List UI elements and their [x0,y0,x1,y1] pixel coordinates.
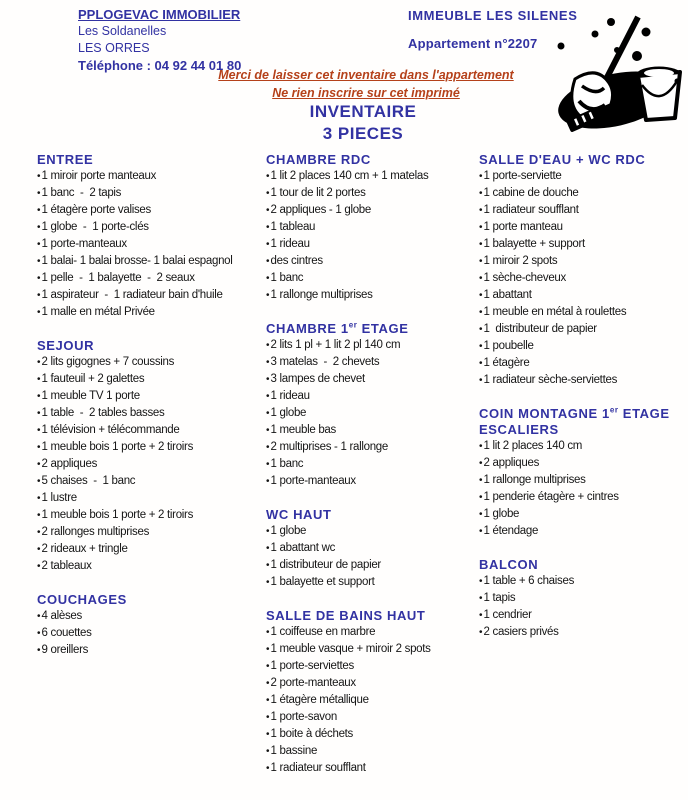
section-heading [479,152,683,168]
bullet-icon: • [37,544,41,555]
inventory-item [266,371,474,388]
bullet-icon: • [37,408,41,419]
bullet-icon: • [266,695,270,706]
bullet-icon: • [266,340,270,351]
item-text: 1 globe - 1 porte-clés [41,221,149,233]
item-text: 2 appliques [483,457,540,469]
item-text: 1 radiateur sèche-serviettes [483,374,618,386]
bullet-icon: • [266,678,270,689]
apartment-number: Appartement n°2207 [408,36,538,51]
section-heading-line: COIN MONTAGNE 1er ETAGE [479,405,670,421]
bullet-icon: • [266,729,270,740]
bullet-icon: • [479,256,483,267]
bullet-icon: • [37,611,41,622]
inventory-item [37,507,257,524]
inventory-item [479,455,683,472]
bullet-icon: • [479,593,483,604]
inventory-item [479,590,683,607]
inventory-item [479,270,683,287]
inventory-section [479,557,683,641]
bullet-icon: • [37,510,41,521]
bullet-icon: • [479,222,483,233]
inventory-item [37,456,257,473]
inventory-item [266,202,474,219]
item-text: 1 lit 2 places 140 cm [483,440,583,452]
bullet-icon: • [37,459,41,470]
bullet-icon: • [479,627,483,638]
bullet-icon: • [479,324,483,335]
section-heading [479,557,683,573]
inventory-item [266,675,474,692]
item-text: 1 meuble bois 1 porte + 2 tiroirs [41,509,194,521]
bullet-icon: • [266,627,270,638]
inventory-item [479,338,683,355]
item-text: 1 bassine [270,745,318,757]
item-text: 1 table - 2 tables basses [41,407,165,419]
section-heading [37,338,257,354]
bullet-icon: • [266,205,270,216]
inventory-section [37,338,257,575]
item-text: 2 rideaux + tringle [41,543,128,555]
inventory-item [37,625,257,642]
inventory-item [266,473,474,490]
bullet-icon: • [479,290,483,301]
inventory-item [266,641,474,658]
section-heading [266,321,474,337]
item-text: 2 rallonges multiprises [41,526,150,538]
bullet-icon: • [266,746,270,757]
bullet-icon: • [266,357,270,368]
inventory-column-3 [479,152,683,641]
item-text: 1 meuble bas [270,424,336,436]
bullet-icon: • [479,492,483,503]
inventory-column-1 [37,152,257,659]
section-heading-line: SEJOUR [37,338,95,353]
bullet-icon: • [479,358,483,369]
item-text: 1 rideau [270,390,310,402]
bullet-icon: • [479,576,483,587]
item-text: 1 miroir 2 spots [483,255,558,267]
inventory-item [37,185,257,202]
bullet-icon: • [37,628,41,639]
item-text: 1 étagère métallique [270,694,369,706]
bullet-icon: • [37,561,41,572]
item-text: 1 meuble en métal à roulettes [483,306,627,318]
inventory-item [266,658,474,675]
bullet-icon: • [266,256,270,267]
section-heading-line: CHAMBRE 1er ETAGE [266,320,409,336]
item-text: 2 appliques [41,458,98,470]
inventory-item [266,743,474,760]
bullet-icon: • [266,171,270,182]
item-text: 1 pelle - 1 balayette - 2 seaux [41,272,195,284]
bullet-icon: • [37,645,41,656]
item-text: des cintres [270,255,323,267]
bullet-icon: • [266,442,270,453]
inventory-section [266,608,474,777]
item-text: 1 distributeur de papier [483,323,597,335]
item-text: 1 banc [270,272,304,284]
item-text: 1 lustre [41,492,77,504]
inventory-item [266,523,474,540]
item-text: 1 balayette + support [483,238,585,250]
item-text: 1 meuble vasque + miroir 2 spots [270,643,431,655]
inventory-item [37,439,257,456]
item-text: 1 banc [270,458,304,470]
bullet-icon: • [479,171,483,182]
item-text: 1 meuble bois 1 porte + 2 tiroirs [41,441,194,453]
bullet-icon: • [37,290,41,301]
item-text: 4 alèses [41,610,82,622]
bullet-icon: • [266,577,270,588]
inventory-item [266,236,474,253]
item-text: 1 tapis [483,592,516,604]
inventory-item [479,607,683,624]
bullet-icon: • [479,341,483,352]
bullet-icon: • [37,205,41,216]
inventory-item [37,608,257,625]
section-heading-line: ESCALIERS [479,422,559,437]
bullet-icon: • [37,222,41,233]
item-text: 1 penderie étagère + cintres [483,491,619,503]
bullet-icon: • [266,239,270,250]
item-text: 1 étagère [483,357,530,369]
building-name: IMMEUBLE LES SILENES [408,8,578,23]
item-text: 1 étendage [483,525,539,537]
bullet-icon: • [479,610,483,621]
inventory-column-2 [266,152,474,777]
item-text: 1 coiffeuse en marbre [270,626,376,638]
bullet-icon: • [37,307,41,318]
item-text: 9 oreillers [41,644,89,656]
inventory-item [37,168,257,185]
inventory-item [37,253,257,270]
inventory-section [266,152,474,304]
inventory-item [266,760,474,777]
section-heading-line: CHAMBRE RDC [266,152,371,167]
item-text: 1 fauteuil + 2 galettes [41,373,145,385]
inventory-item [37,541,257,558]
inventory-item [479,355,683,372]
bullet-icon: • [37,476,41,487]
bullet-icon: • [266,408,270,419]
inventory-item [37,202,257,219]
bullet-icon: • [266,526,270,537]
inventory-item [479,304,683,321]
bullet-icon: • [479,509,483,520]
inventory-item [479,573,683,590]
inventory-item [266,726,474,743]
item-text: 2 tableaux [41,560,92,572]
item-text: 1 malle en métal Privée [41,306,155,318]
inventory-item [37,270,257,287]
item-text: 1 porte-manteaux [41,238,127,250]
inventory-item [266,185,474,202]
title-line-2: 3 PIECES [322,124,404,143]
agency-block [78,6,241,74]
bullet-icon: • [266,543,270,554]
inventory-item [479,236,683,253]
inventory-item [479,219,683,236]
item-text: 1 aspirateur - 1 radiateur bain d'huile [41,289,223,301]
inventory-item [37,490,257,507]
inventory-section [479,406,683,540]
inventory-item [266,456,474,473]
item-text: 2 lits gigognes + 7 coussins [41,356,175,368]
inventory-section [479,152,683,389]
bullet-icon: • [37,256,41,267]
bullet-icon: • [37,357,41,368]
item-text: 1 boite à déchets [270,728,354,740]
item-text: 1 rallonge multiprises [270,289,373,301]
bullet-icon: • [37,171,41,182]
bullet-icon: • [266,391,270,402]
bullet-icon: • [479,458,483,469]
inventory-item [266,405,474,422]
item-text: 1 tour de lit 2 portes [270,187,366,199]
item-text: 1 miroir porte manteaux [41,170,157,182]
inventory-item [266,557,474,574]
inventory-item [37,558,257,575]
item-text: 1 distributeur de papier [270,559,381,571]
inventory-section [37,152,257,321]
bullet-icon: • [266,712,270,723]
section-heading [266,608,474,624]
section-heading-line: COUCHAGES [37,592,127,607]
item-text: 1 cabine de douche [483,187,579,199]
item-text: 1 abattant [483,289,532,301]
item-text: 2 multiprises - 1 rallonge [270,441,388,453]
bullet-icon: • [266,222,270,233]
bullet-icon: • [479,273,483,284]
inventory-item [479,523,683,540]
bullet-icon: • [266,763,270,774]
item-text: 1 globe [270,407,307,419]
item-text: 1 rideau [270,238,310,250]
inventory-item [479,372,683,389]
inventory-item [37,405,257,422]
section-heading-line: WC HAUT [266,507,332,522]
inventory-item [479,472,683,489]
bullet-icon: • [37,239,41,250]
inventory-item [266,287,474,304]
item-text: 2 appliques - 1 globe [270,204,371,216]
item-text: 1 meuble TV 1 porte [41,390,140,402]
agency-residence: Les Soldanelles [78,24,167,38]
item-text: 5 chaises - 1 banc [41,475,136,487]
inventory-item [266,574,474,591]
bullet-icon: • [37,188,41,199]
bullet-icon: • [479,239,483,250]
inventory-item [37,642,257,659]
inventory-item [479,321,683,338]
bullet-icon: • [266,273,270,284]
item-text: 1 cendrier [483,609,532,621]
bullet-icon: • [37,391,41,402]
title-line-1: INVENTAIRE [309,102,417,121]
item-text: 1 poubelle [483,340,534,352]
inventory-item [37,287,257,304]
inventory-item [37,236,257,253]
item-text: 2 lits 1 pl + 1 lit 2 pl 140 cm [270,339,401,351]
inventory-item [266,709,474,726]
inventory-item [266,219,474,236]
item-text: 3 matelas - 2 chevets [270,356,380,368]
bullet-icon: • [479,188,483,199]
inventory-section [266,321,474,490]
inventory-item [266,253,474,270]
item-text: 6 couettes [41,627,92,639]
inventory-item [37,354,257,371]
bullet-icon: • [266,374,270,385]
bullet-icon: • [266,459,270,470]
item-text: 1 porte-serviette [483,170,562,182]
agency-phone: Téléphone : 04 92 44 01 80 [78,58,242,73]
section-heading [37,152,257,168]
item-text: 1 table + 6 chaises [483,575,575,587]
item-text: 1 lit 2 places 140 cm + 1 matelas [270,170,429,182]
inventory-item [37,422,257,439]
bullet-icon: • [479,307,483,318]
document-title [0,101,688,145]
inventory-item [479,624,683,641]
bullet-icon: • [37,493,41,504]
section-heading-line: ENTREE [37,152,94,167]
inventory-item [266,388,474,405]
inventory-item [266,168,474,185]
item-text: 1 abattant wc [270,542,336,554]
bullet-icon: • [37,527,41,538]
item-text: 2 porte-manteaux [270,677,356,689]
section-heading [479,406,683,438]
item-text: 1 radiateur soufflant [270,762,366,774]
item-text: 1 tableau [270,221,316,233]
inventory-item [37,524,257,541]
bullet-icon: • [37,374,41,385]
item-text: 1 étagère porte valises [41,204,151,216]
section-heading-line: SALLE DE BAINS HAUT [266,608,426,623]
inventory-item [479,253,683,270]
inventory-item [37,219,257,236]
inventory-section [266,507,474,591]
inventory-item [479,489,683,506]
bullet-icon: • [37,442,41,453]
inventory-item [479,506,683,523]
inventory-item [37,473,257,490]
bullet-icon: • [479,526,483,537]
inventory-item [479,438,683,455]
item-text: 2 casiers privés [483,626,559,638]
bullet-icon: • [266,425,270,436]
notice-line-2: Ne rien inscrire sur cet imprimé [272,86,460,100]
inventory-item [266,354,474,371]
notice-block [0,66,688,102]
bullet-icon: • [266,290,270,301]
bullet-icon: • [479,205,483,216]
bullet-icon: • [479,475,483,486]
item-text: 1 sèche-cheveux [483,272,566,284]
section-heading [266,507,474,523]
bullet-icon: • [266,188,270,199]
item-text: 1 porte manteau [483,221,563,233]
item-text: 1 balayette et support [270,576,375,588]
bullet-icon: • [266,476,270,487]
section-heading-line: BALCON [479,557,539,572]
inventory-item [266,439,474,456]
item-text: 1 porte-manteaux [270,475,356,487]
inventory-item [266,540,474,557]
agency-city: LES ORRES [78,41,150,55]
inventory-item [479,168,683,185]
item-text: 3 lampes de chevet [270,373,365,385]
bullet-icon: • [37,273,41,284]
agency-name: PPLOGEVAC IMMOBILIER [78,7,241,22]
inventory-item [37,304,257,321]
item-text: 1 banc - 2 tapis [41,187,122,199]
inventory-item [266,270,474,287]
item-text: 1 globe [270,525,307,537]
inventory-item [37,371,257,388]
bullet-icon: • [266,560,270,571]
inventory-item [37,388,257,405]
item-text: 1 rallonge multiprises [483,474,586,486]
inventory-item [266,337,474,354]
section-heading-line: SALLE D'EAU + WC RDC [479,152,646,167]
section-heading [266,152,474,168]
notice-line-1: Merci de laisser cet inventaire dans l'appartement [218,68,514,82]
bullet-icon: • [266,644,270,655]
inventory-item [479,287,683,304]
inventory-item [266,692,474,709]
item-text: 1 globe [483,508,520,520]
inventory-item [479,202,683,219]
inventory-item [266,624,474,641]
item-text: 1 radiateur soufflant [483,204,579,216]
bullet-icon: • [479,375,483,386]
item-text: 1 porte-serviettes [270,660,354,672]
inventory-item [479,185,683,202]
bullet-icon: • [479,441,483,452]
item-text: 1 balai- 1 balai brosse- 1 balai espagnol [41,255,233,267]
item-text: 1 porte-savon [270,711,337,723]
inventory-item [266,422,474,439]
item-text: 1 télévision + télécommande [41,424,180,436]
inventory-section [37,592,257,659]
bullet-icon: • [266,661,270,672]
section-heading [37,592,257,608]
bullet-icon: • [37,425,41,436]
